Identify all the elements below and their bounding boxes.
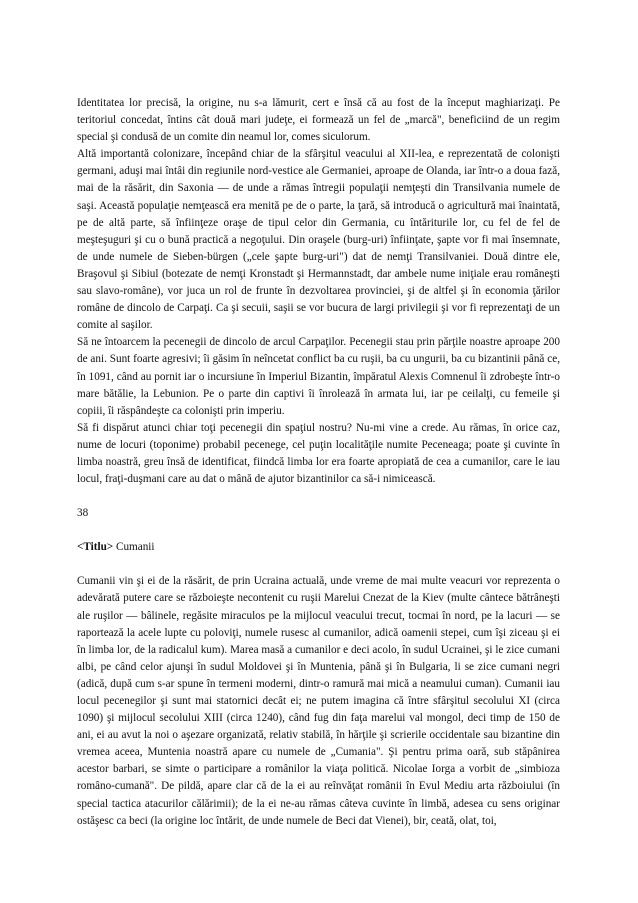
paragraph-4: Să fi dispărut atunci chiar toţi pecenegii din spaţiul nostru? Nu-mi vine a crede. Au rămas, în orice caz, nume de locuri (toponime) probabil pecenege, cel puţin localităţile numite Peceneaga; poate şi cuvinte în limba noastră, greu însă de identificat, fiindcă limba lor era foarte apropiată de cea a cumanilor, care le iau locul, fraţi-duşmani care au dat o mână de ajutor bizantinilor ca să-i nimicească. xyxy=(77,421,560,486)
spacer xyxy=(77,556,560,573)
document-page xyxy=(77,95,560,830)
paragraph-5: Cumanii vin şi ei de la răsărit, de prin Ucraina actuală, unde vreme de mai multe veacuri vor reprezenta o adevărată putere care se războieşte necontenit cu ruşii Marelui Cnezat de la Kiev (multe cântece bătrâneşti ale ruşilor — bâlinele, regăsite miraculos pe la mijlocul veacului trecut, tocmai în nord, pe la lacuri — se raportează la acele lupte cu poloviţi, numele rusesc al cumanilor, adică oamenii stepei, cum îşi ziceau şi ei în limba lor, de la radicalul kum). Marea masă a cumanilor e deci acolo, în sudul Ucrainei, şi le zice cumani albi, pe când celor ajunşi în sudul Moldovei şi în Muntenia, până şi în Bulgaria, li se zice cumani negri (adică, după cum s-ar spune în termeni moderni, dintr-o ramură mai mică a neamului cuman). Cumanii iau locul pecenegilor şi sunt mai statornici decât ei; ne putem imagina că între sfârşitul secolului XI (circa 1090) şi mijlocul secolului XIII (circa 1240), când fug din faţa marelui val mongol, deci timp de 150 de ani, ei au avut la noi o aşezare organizată, relativ stabilă, în hărţile şi scrierile occidentale sau bizantine din vremea aceea, Muntenia noastră apare cu numele de „Cumania". Şi pentru prima oară, sub stăpânirea acestor barbari, se simte o participare a românilor la viaţa politică. Nicolae Iorga a vorbit de „simbioza româno-cumană". De pildă, apare clar că de la ei au reînvăţat românii în Evul Mediu arta războiului (în special tactica atacurilor călărimii); de la ei ne-au rămas câteva cuvinte în limbă, adesea cu sens originar ostăşesc ca beci (la origine loc întărit, de unde numele de Beci dat Vienei), bir, ceată, olat, toi, xyxy=(77,575,560,827)
spacer xyxy=(77,488,560,505)
paragraph-1: Identitatea lor precisă, la origine, nu s-a lămurit, cert e însă că au fost de la început maghiarizaţi. Pe teritoriul concedat, întins cât două mari judeţe, ei formează un fel de „marcă", beneficiind de un regim special şi condusă de un comite din neamul lor, comes siculorum. xyxy=(77,97,560,144)
section-title xyxy=(77,539,560,556)
paragraph-2: Altă importantă colonizare, începând chiar de la sfârşitul veacului al XII-lea, e reprezentată de colonişti germani, aduşi mai întâi din regiunile nord-vestice ale Germaniei, aproape de Olanda, iar într-o a doua fază, mai de la răsărit, din Saxonia — de unde a rămas întregii populaţii nemţeşti din Transilvania numele de saşi. Această populaţie nemţească era menită pe de o parte, la ţară, să introducă o agricultură mai înaintată, pe de altă parte, să înfiinţeze oraşe de tipul celor din Germania, cu întăriturile lor, cu fel de fel de meşteşuguri şi cu o bună practică a negoţului. Din oraşele (burg-uri) înfiinţate, şapte vor fi mai însemnate, de unde numele de Sieben-bürgen („cele şapte burg-uri") dat de nemţi Transilvaniei. Două dintre ele, Braşovul şi Sibiul (botezate de nemţi Kronstadt şi Hermannstadt, dar ambele nume iniţiale erau româneşti sau slavo-române), vor juca un rol de frunte în dezvoltarea provinciei, şi de altfel şi în economia ţărilor române de dincolo de Carpaţi. Ca şi secuii, saşii se vor bucura de largi privilegii şi vor fi reprezentaţi de un comite al saşilor. xyxy=(77,148,560,332)
paragraph-3: Să ne întoarcem la pecenegii de dincolo de arcul Carpaţilor. Pecenegii stau prin părţile noastre aproape 200 de ani. Sunt foarte agresivi; îi găsim în neîncetat conflict ba cu ruşii, ba cu ungurii, ba cu bizantinii până ce, în 1091, când au pornit iar o incursiune în Imperiul Bizantin, împăratul Alexis Comnenul îi zdrobeşte într-o mare bătălie, la Lebunion. Pe o parte din captivi îi înrolează în armata lui, iar pe ceilalţi, cu femeile şi copiii, îi răspândeşte ca colonişti prin imperiu. xyxy=(77,336,560,417)
page-number: 38 xyxy=(77,507,89,520)
title-text: Cumanii xyxy=(113,541,155,554)
title-tag: <Titlu> xyxy=(77,541,114,554)
spacer xyxy=(77,522,560,539)
